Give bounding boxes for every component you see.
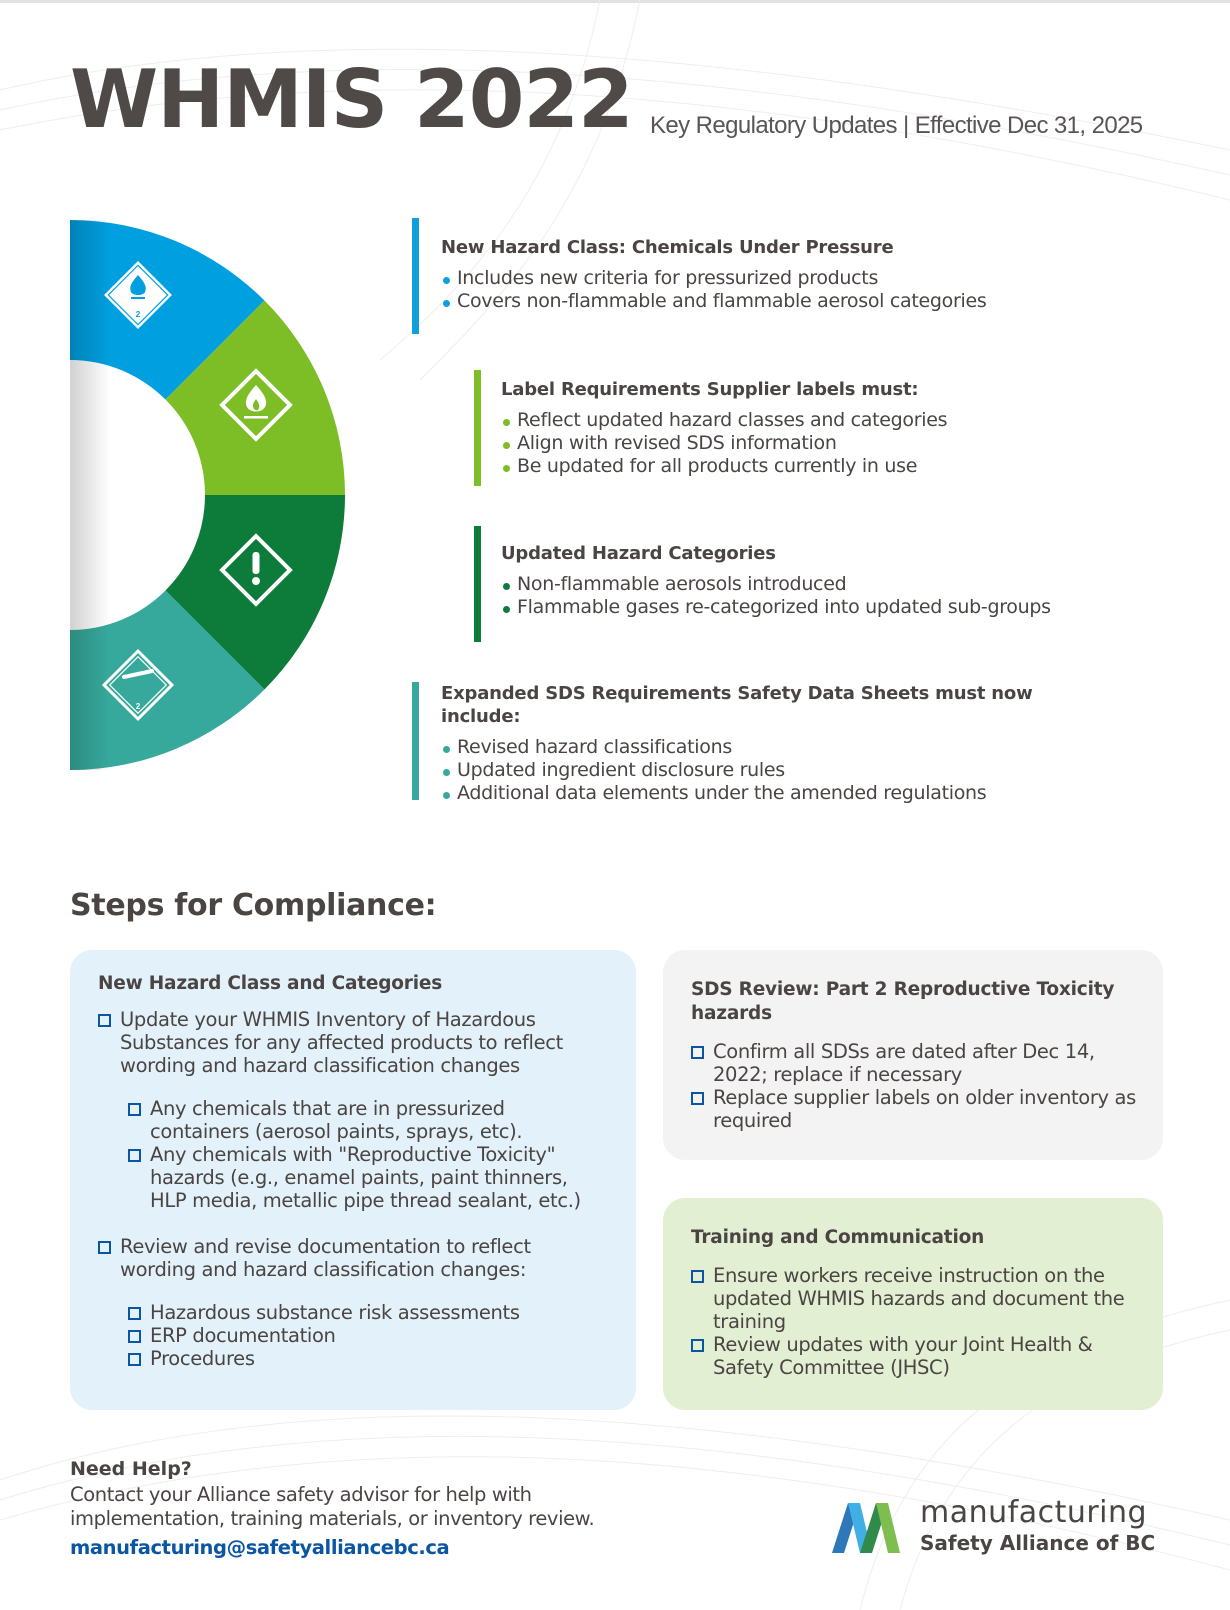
card-new-hazard-class	[70, 950, 636, 1410]
hazard-bullet: Flammable gases re-categorized into updated sub-groups	[501, 596, 1051, 619]
hazard-bullet: Includes new criteria for pressurized products	[441, 267, 987, 290]
checklist-item: Review and revise documentation to reflect wording and hazard classification changes:	[98, 1235, 578, 1281]
hazard-bullet: Revised hazard classifications	[441, 736, 1041, 759]
help-email-link[interactable]: manufacturing@safetyalliancebc.ca	[70, 1536, 450, 1559]
checklist-item: Ensure workers receive instruction on the updated WHMIS hazards and document the training	[691, 1264, 1143, 1333]
checklist-item: Replace supplier labels on older inventory as required	[691, 1086, 1143, 1132]
hazard-block-label-requirements	[474, 370, 947, 486]
diamond-number: 2	[135, 702, 141, 711]
steps-heading: Steps for Compliance:	[70, 888, 437, 923]
hazard-block-chemicals-under-pressure	[412, 218, 987, 334]
hazard-bullet: Non-flammable aerosols introduced	[501, 573, 1051, 596]
hazard-ring	[0, 190, 360, 810]
diamond-number: 2	[135, 310, 141, 319]
hazard-bullet: Additional data elements under the amended regulations	[441, 782, 1041, 805]
checklist-item: Confirm all SDSs are dated after Dec 14, 2022; replace if necessary	[691, 1040, 1143, 1086]
hazard-bullet: Be updated for all products currently in use	[501, 455, 947, 478]
hazard-bullet: Updated ingredient disclosure rules	[441, 759, 1041, 782]
checklist-subitem: Any chemicals with "Reproductive Toxicity" hazards (e.g., enamel paints, paint thinners, HLP media, metallic pipe thread sealant, etc.)	[128, 1143, 608, 1212]
hazard-block-title: Updated Hazard Categories	[501, 543, 776, 564]
hazard-bullet: Covers non-flammable and flammable aerosol categories	[441, 290, 987, 313]
logo-m-mark-icon	[832, 1503, 904, 1553]
hazard-bullet: Align with revised SDS information	[501, 432, 947, 455]
card-title: SDS Review: Part 2 Reproductive Toxicity hazards	[691, 979, 1115, 1024]
checklist-subitem: Any chemicals that are in pressurized containers (aerosol paints, sprays, etc).	[128, 1097, 608, 1143]
checklist-item: Update your WHMIS Inventory of Hazardous Substances for any affected products to reflect wording and hazard classification changes	[98, 1008, 608, 1077]
card-training-communication	[663, 1198, 1163, 1410]
msabc-logo	[832, 1497, 1162, 1559]
checklist-subitem: Procedures	[128, 1347, 636, 1370]
page-title: WHMIS 2022	[70, 53, 633, 146]
help-title: Need Help?	[70, 1458, 192, 1480]
logo-subtitle: Safety Alliance of BC	[920, 1531, 1156, 1555]
hazard-block-title: New Hazard Class: Chemicals Under Pressure	[441, 237, 894, 258]
checklist-subitem: ERP documentation	[128, 1324, 636, 1347]
hazard-block-title: Label Requirements Supplier labels must:	[501, 379, 919, 400]
top-border	[0, 0, 1230, 3]
checklist-item: Review updates with your Joint Health & Safety Committee (JHSC)	[691, 1333, 1143, 1379]
card-title: New Hazard Class and Categories	[98, 973, 443, 994]
card-sds-review	[663, 950, 1163, 1160]
page-subtitle: Key Regulatory Updates | Effective Dec 31, 2025	[650, 112, 1143, 139]
checklist-subitem: Hazardous substance risk assessments	[128, 1301, 636, 1324]
hazard-block-title: Expanded SDS Requirements Safety Data Sheets must now include:	[441, 683, 1033, 727]
hazard-bullet: Reflect updated hazard classes and categories	[501, 409, 947, 432]
help-section	[70, 1457, 690, 1559]
hazard-block-updated-categories	[474, 526, 1051, 642]
help-text: Contact your Alliance safety advisor for help with implementation, training materials, or inventory review.	[70, 1483, 595, 1530]
logo-wordmark: manufacturing	[920, 1495, 1148, 1530]
hazard-block-sds-requirements	[412, 682, 1041, 804]
card-title: Training and Communication	[691, 1227, 985, 1248]
